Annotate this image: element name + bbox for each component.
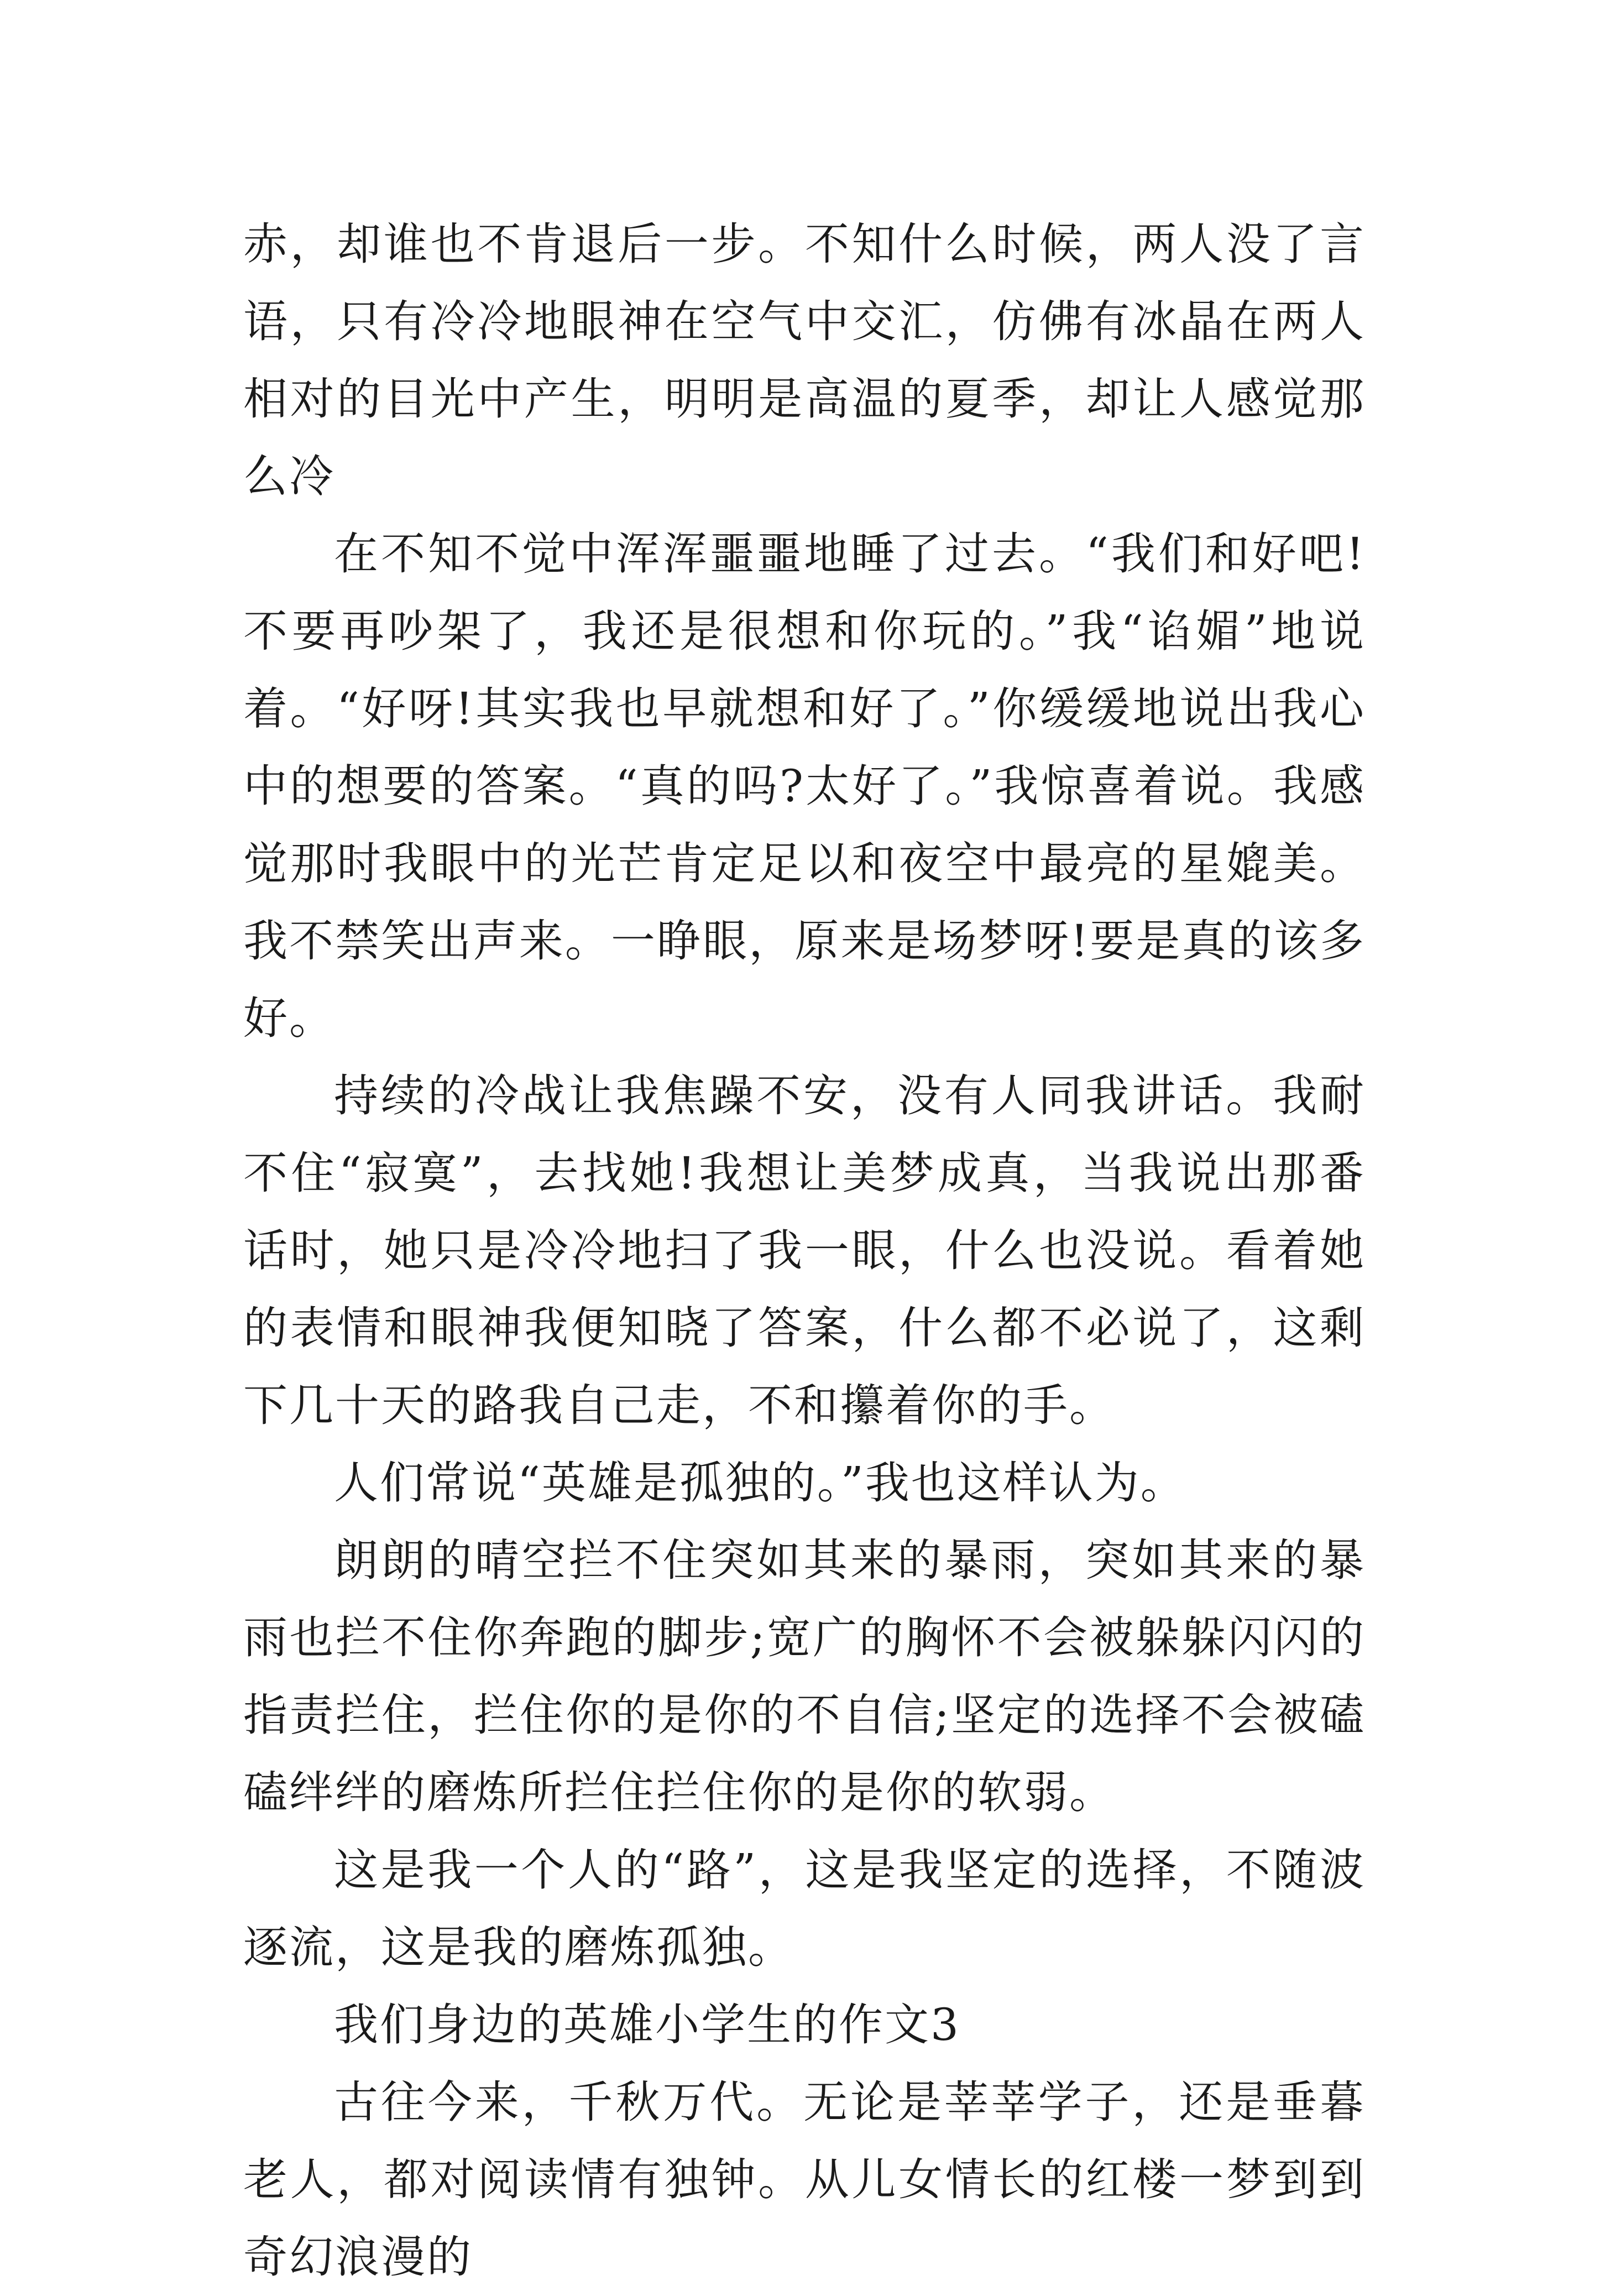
document-body bbox=[243, 206, 1366, 2296]
paragraph: 在不知不觉中浑浑噩噩地睡了过去。“我们和好吧!不要再吵架了，我还是很想和你玩的。”我“谄媚”地说着。“好呀!其实我也早就想和好了。”你缓缓地说出我心中的想要的答案。“真的吗?太好了。”我惊喜着说。我感觉那时我眼中的光芒肯定足以和夜空中最亮的星媲美。我不禁笑出声来。一睁眼，原来是场梦呀!要是真的该多好。 bbox=[243, 528, 1366, 1044]
paragraph: 人们常说“英雄是孤独的。”我也这样认为。 bbox=[334, 1457, 1186, 1509]
paragraph: 古往今来，千秋万代。无论是莘莘学子，还是垂暮老人，都对阅读情有独钟。从儿女情长的红楼一梦到到奇幻浪漫的 bbox=[243, 2076, 1366, 2283]
paragraph: 朗朗的晴空拦不住突如其来的暴雨，突如其来的暴雨也拦不住你奔跑的脚步;宽广的胸怀不会被躲躲闪闪的指责拦住，拦住你的是你的不自信;坚定的选择不会被磕磕绊绊的磨炼所拦住拦住你的是你的软弱。 bbox=[243, 1535, 1366, 1818]
paragraph: 持续的冷战让我焦躁不安，没有人同我讲话。我耐不住“寂寞”，去找她!我想让美梦成真，当我说出那番话时，她只是冷冷地扫了我一眼，什么也没说。看着她的表情和眼神我便知晓了答案，什么都不必说了，这剩下几十天的路我自己走，不和攥着你的手。 bbox=[243, 1070, 1366, 1431]
paragraph: 赤，却谁也不肯退后一步。不知什么时候，两人没了言语，只有冷冷地眼神在空气中交汇，仿佛有冰晶在两人相对的目光中产生，明明是高温的夏季，却让人感觉那么冷 bbox=[243, 218, 1366, 502]
section-heading: 我们身边的英雄小学生的作文3 bbox=[334, 1999, 960, 2050]
paragraph: 这是我一个人的“路”，这是我坚定的选择，不随波逐流，这是我的磨炼孤独。 bbox=[243, 1844, 1366, 1973]
